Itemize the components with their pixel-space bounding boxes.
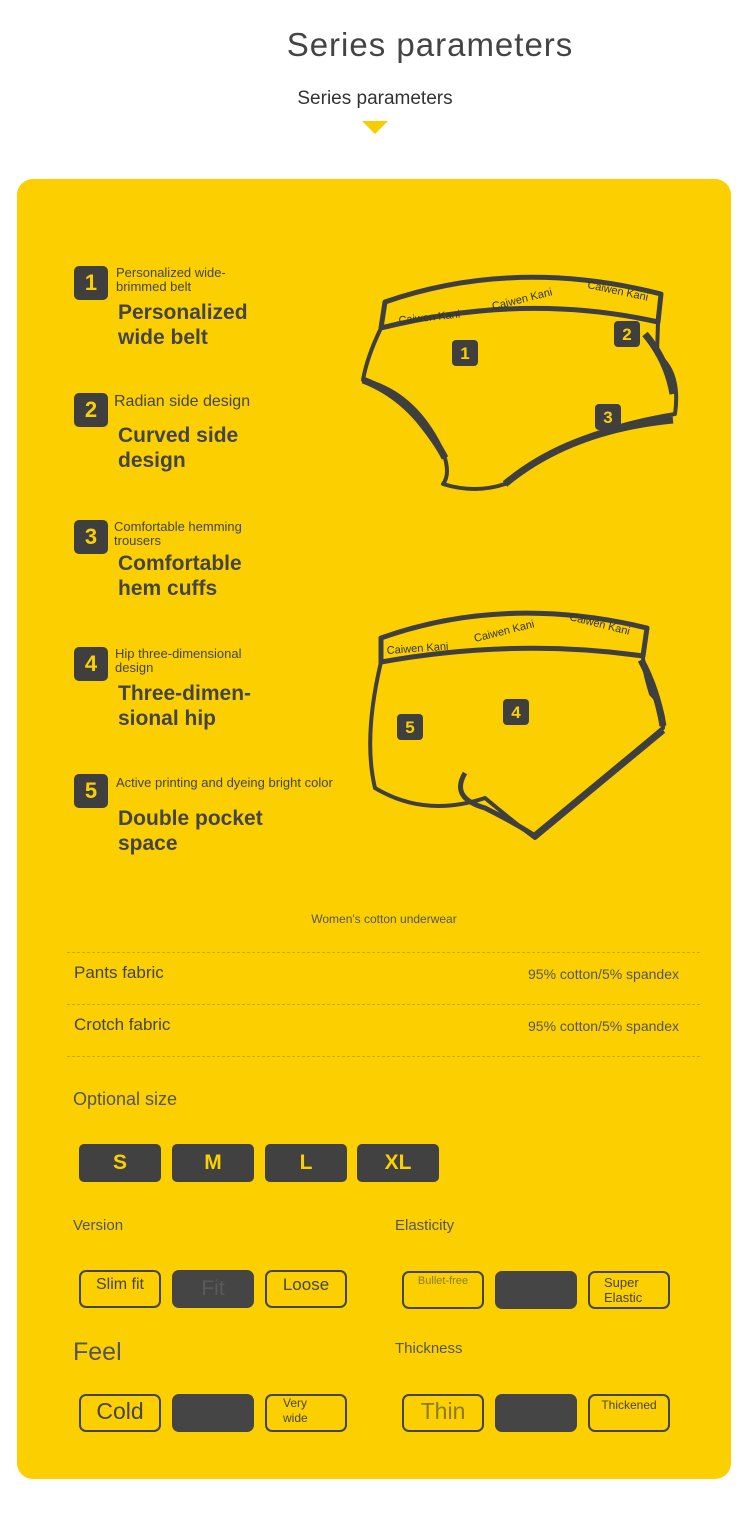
brand-text: Caiwen Kani (586, 279, 650, 304)
feature-number: 3 (74, 520, 108, 554)
option-text: Slim fit (96, 1276, 144, 1293)
marker-1-label: 1 (460, 344, 470, 363)
feature-number: 1 (74, 266, 108, 300)
spec-value: 95% cotton/5% spandex (528, 1018, 679, 1034)
option-text: Super Elastic (604, 1275, 643, 1305)
option-text: Thickened (601, 1398, 657, 1412)
size-label: Optional size (73, 1089, 178, 1109)
size-option-xl[interactable]: XL (357, 1144, 439, 1182)
leg-hem-right (535, 730, 663, 836)
briefs-back-illustration (355, 598, 675, 848)
option-text: Loose (282, 1275, 330, 1294)
marker-3-label: 3 (603, 408, 613, 427)
size-option-l[interactable]: L (265, 1144, 347, 1182)
option-text: Fit (201, 1277, 225, 1300)
seat-seam (461, 773, 536, 836)
page-subtitle: Series parameters (297, 88, 453, 109)
version-option-loose[interactable] (265, 1270, 347, 1308)
feature-number: 4 (74, 647, 108, 681)
version-option-slim[interactable] (79, 1270, 161, 1308)
leg-hem-right (505, 420, 673, 484)
thickness-option-thin[interactable] (402, 1394, 484, 1432)
marker-5-label: 5 (405, 718, 415, 737)
feature-number: 2 (74, 393, 108, 427)
feature-caption: Personalized wide-brimmed belt (116, 265, 226, 294)
feature-title: Curved side design (118, 424, 239, 472)
spec-row (67, 952, 700, 1004)
thickness-option-thickened[interactable] (588, 1394, 670, 1432)
feature-caption: Radian side design (114, 393, 251, 410)
leg-hem-left (363, 380, 445, 458)
elasticity-option-bullet-free[interactable] (402, 1271, 484, 1309)
version-label: Version (73, 1217, 124, 1234)
specs-caption: Women's cotton underwear (311, 912, 457, 926)
spec-value: 95% cotton/5% spandex (528, 966, 679, 982)
feel-label: Feel (73, 1338, 122, 1366)
thickness-label: Thickness (395, 1340, 463, 1357)
spec-divider (67, 1056, 700, 1057)
feel-option-cold[interactable] (79, 1394, 161, 1432)
option-text: Very wide (283, 1396, 308, 1425)
brand-text: Caiwen Kani (386, 640, 449, 657)
marker-4-label: 4 (511, 703, 521, 722)
option-text: Thin (420, 1398, 466, 1424)
spec-label: Pants fabric (74, 963, 164, 982)
brand-text: Caiwen Kani (568, 611, 632, 638)
size-option-m[interactable]: M (172, 1144, 254, 1182)
page-title: Series parameters (286, 26, 574, 63)
spec-row (67, 1004, 700, 1056)
feature-caption: Hip three-dimensional design (115, 646, 242, 675)
brand-text: Caiwen Kani (472, 618, 536, 645)
briefs-front-illustration (355, 262, 685, 502)
brand-text: Caiwen Kani (398, 308, 461, 327)
elasticity-option-super-elastic[interactable] (588, 1271, 670, 1309)
feel-option-very-wide[interactable] (265, 1394, 347, 1432)
elasticity-option-selected[interactable] (495, 1271, 577, 1309)
marker-2-label: 2 (622, 325, 632, 344)
feature-title: Comfortable hem cuffs (118, 552, 242, 600)
feature-number: 5 (74, 774, 108, 808)
option-text: Bullet-free (417, 1275, 469, 1287)
side-curve (641, 660, 663, 726)
elasticity-label: Elasticity (395, 1217, 455, 1234)
feature-caption: Comfortable hemming trousers (114, 519, 242, 548)
feature-title: Three-dimen-sional hip (118, 682, 252, 730)
size-option-s[interactable]: S (79, 1144, 161, 1182)
version-option-fit[interactable] (172, 1270, 254, 1308)
thickness-option-selected[interactable] (495, 1394, 577, 1432)
feel-option-selected[interactable] (172, 1394, 254, 1432)
feature-caption: Active printing and dyeing bright color (116, 775, 333, 790)
brand-text: Caiwen Kani (490, 286, 554, 313)
feature-title: Double pocket space (118, 807, 263, 855)
briefs-body-outline (370, 656, 663, 838)
option-text: Cold (96, 1398, 144, 1424)
spec-label: Crotch fabric (74, 1015, 171, 1034)
down-arrow-icon (362, 121, 388, 134)
feature-title: Personalized wide belt (118, 301, 248, 349)
